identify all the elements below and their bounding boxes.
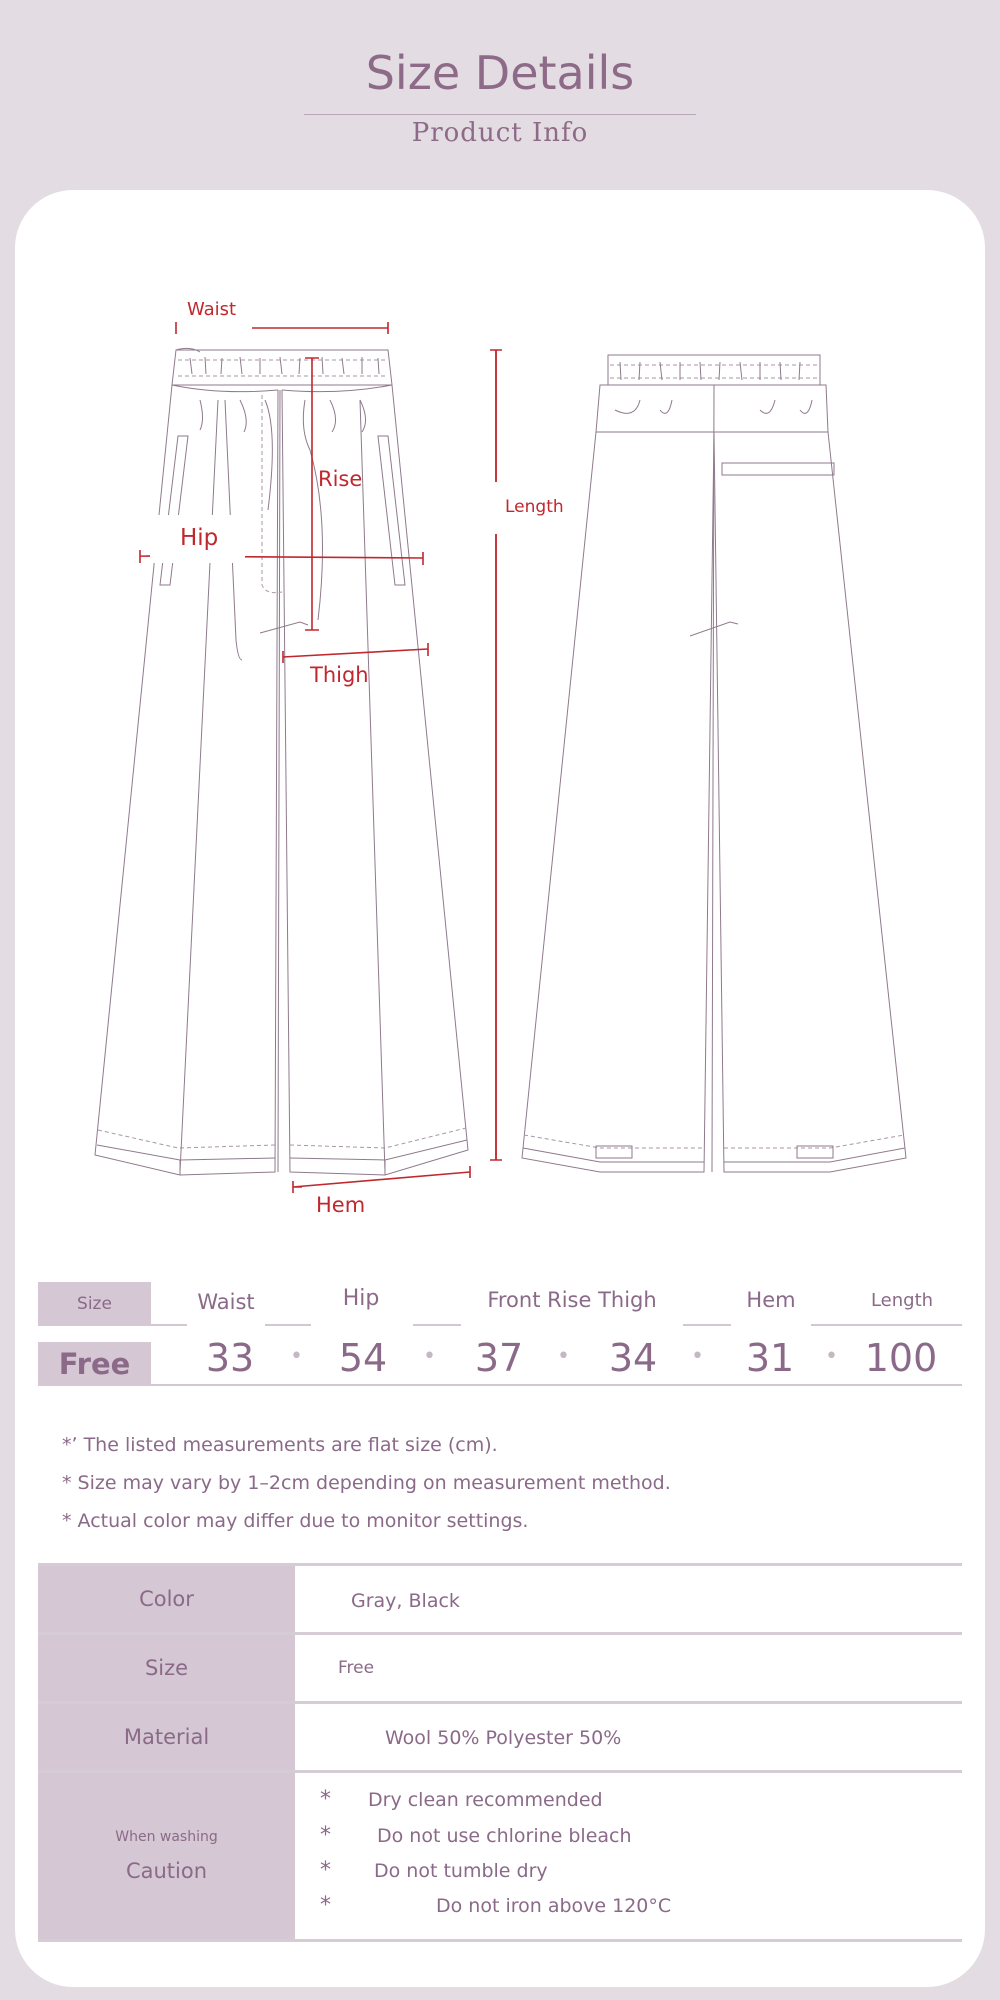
- size-header-rule: [859, 1324, 962, 1326]
- care-item: Do not iron above 120°C: [436, 1895, 672, 1917]
- label-hem: Hem: [316, 1193, 366, 1217]
- star-icon: *: [320, 1787, 331, 1812]
- value-hip: 54: [338, 1336, 388, 1380]
- info-row-size: [38, 1635, 962, 1701]
- info-label-caution: [38, 1773, 295, 1939]
- separator-dot: •: [825, 1344, 838, 1369]
- label-waist: Waist: [187, 299, 237, 320]
- size-header-rule: [683, 1324, 731, 1326]
- value-hem: 31: [745, 1336, 795, 1380]
- size-free-cell: Free: [38, 1342, 151, 1386]
- separator-dot: •: [691, 1344, 704, 1369]
- value-thigh: 34: [608, 1336, 658, 1380]
- info-value-size: Free: [338, 1658, 375, 1678]
- info-label-size: Size: [38, 1635, 295, 1701]
- label-rise: Rise: [318, 467, 363, 491]
- pants-back-view: [522, 355, 906, 1172]
- care-item: Dry clean recommended: [368, 1789, 603, 1811]
- info-value-material: Wool 50% Polyester 50%: [385, 1727, 622, 1749]
- value-length: 100: [864, 1336, 938, 1380]
- separator-dot: •: [290, 1344, 303, 1369]
- column-hip: Hip: [342, 1285, 380, 1311]
- care-item: Do not use chlorine bleach: [377, 1825, 632, 1847]
- pants-front-view: [95, 348, 468, 1175]
- label-length: Length: [505, 497, 564, 517]
- column-hem: Hem: [746, 1288, 796, 1312]
- size-header-rule: [413, 1324, 461, 1326]
- size-header-rule: [151, 1324, 187, 1326]
- note-item: * Size may vary by 1–2cm depending on measurement method.: [62, 1472, 671, 1494]
- size-header-rule: [265, 1324, 311, 1326]
- size-row-rule: [151, 1384, 962, 1386]
- value-waist: 33: [205, 1336, 255, 1380]
- title-divider: [304, 114, 696, 115]
- note-item: *ʼ The listed measurements are flat size (cm).: [62, 1434, 498, 1456]
- info-row-color: [38, 1566, 962, 1632]
- pants-size-diagram: [15, 190, 985, 1250]
- star-icon: *: [320, 1893, 331, 1918]
- separator-dot: •: [557, 1344, 570, 1369]
- label-thigh: Thigh: [310, 663, 369, 687]
- star-icon: *: [320, 1823, 331, 1848]
- column-front-rise-thigh: Front Rise Thigh: [487, 1288, 657, 1312]
- info-divider: [38, 1939, 962, 1942]
- note-item: * Actual color may differ due to monitor settings.: [62, 1510, 529, 1532]
- measurement-lines: [140, 322, 502, 1193]
- page-subtitle: Product Info: [411, 118, 589, 148]
- label-hip: Hip: [180, 525, 219, 551]
- star-icon: *: [320, 1858, 331, 1883]
- separator-dot: •: [423, 1344, 436, 1369]
- caution-subtitle: When washing: [115, 1829, 218, 1845]
- page-header: [0, 0, 1000, 190]
- size-header-rule: [811, 1324, 859, 1326]
- care-item: Do not tumble dry: [374, 1860, 548, 1882]
- caution-title: Caution: [125, 1859, 208, 1883]
- column-waist: Waist: [197, 1290, 255, 1314]
- info-label-material: Material: [38, 1704, 295, 1770]
- info-row-material: [38, 1704, 962, 1770]
- page-title: Size Details: [365, 46, 635, 100]
- info-row-caution: [38, 1773, 962, 1939]
- size-header-cell: Size: [38, 1282, 151, 1326]
- column-length: Length: [870, 1289, 934, 1311]
- size-notes: [62, 1426, 671, 1540]
- value-front-rise: 37: [474, 1336, 524, 1380]
- info-label-color: Color: [38, 1566, 295, 1632]
- info-value-color: Gray, Black: [351, 1590, 460, 1612]
